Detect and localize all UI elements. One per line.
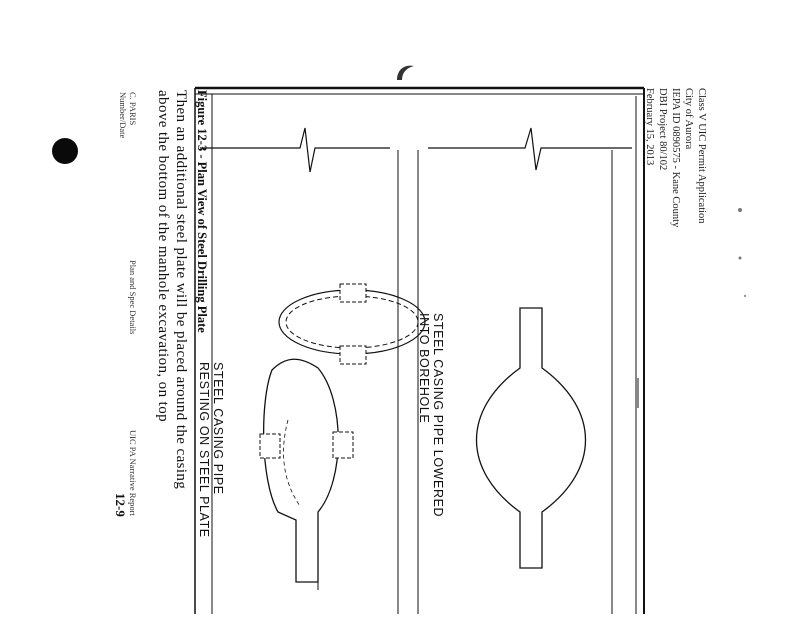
casing-pipe-lowered [477, 308, 586, 568]
resting-lug-left [260, 434, 280, 458]
label-line: INTO BOREHOLE [417, 313, 431, 424]
header-line: IEPA ID 0890575 - Kane County [670, 88, 681, 228]
footer-line: Number/Date [118, 92, 128, 139]
body-line: above the bottom of the manhole excavation, on top [155, 90, 171, 422]
figure-caption: Figure 12-3 - Plan View of Steel Drilling Plate [195, 90, 209, 333]
plate-lug-top [340, 284, 366, 302]
resting-lug-right [333, 432, 353, 458]
header-line: February 15, 2013 [644, 88, 655, 166]
header-line: DBI Project 80/102 [657, 88, 668, 171]
break-line-right [428, 128, 632, 170]
label-casing-lowered [417, 313, 445, 517]
speck [739, 257, 742, 260]
label-casing-resting [197, 362, 225, 538]
body-line: Then an additional steel plate will be placed around the casing [173, 90, 189, 490]
footer-left [118, 92, 138, 138]
header-line: City of Aurora [683, 88, 694, 150]
body-paragraph [154, 90, 190, 489]
label-line: STEEL CASING PIPE LOWERED [431, 313, 445, 518]
scan-mark [397, 66, 414, 80]
footer-line: UIC PA Narrative Report [128, 430, 138, 516]
label-line: STEEL CASING PIPE [211, 362, 225, 495]
speck [744, 295, 746, 297]
resting-inner-arc [284, 420, 300, 506]
header-line: Class V UIC Permit Application [696, 88, 707, 224]
footer-line: Plan and Spec Details [128, 260, 138, 335]
document-header [643, 88, 708, 227]
hole-punch-mark [52, 138, 78, 164]
footer-middle [128, 260, 138, 334]
footer-right [128, 430, 138, 516]
plate-lug-bottom [340, 346, 366, 364]
speck [738, 208, 742, 212]
label-line: RESTING ON STEEL PLATE [197, 362, 211, 538]
casing-pipe-resting [264, 359, 339, 582]
page-number: 12-9 [113, 493, 128, 517]
footer-line: C. PARIS [128, 92, 138, 126]
break-line-left [200, 128, 390, 172]
